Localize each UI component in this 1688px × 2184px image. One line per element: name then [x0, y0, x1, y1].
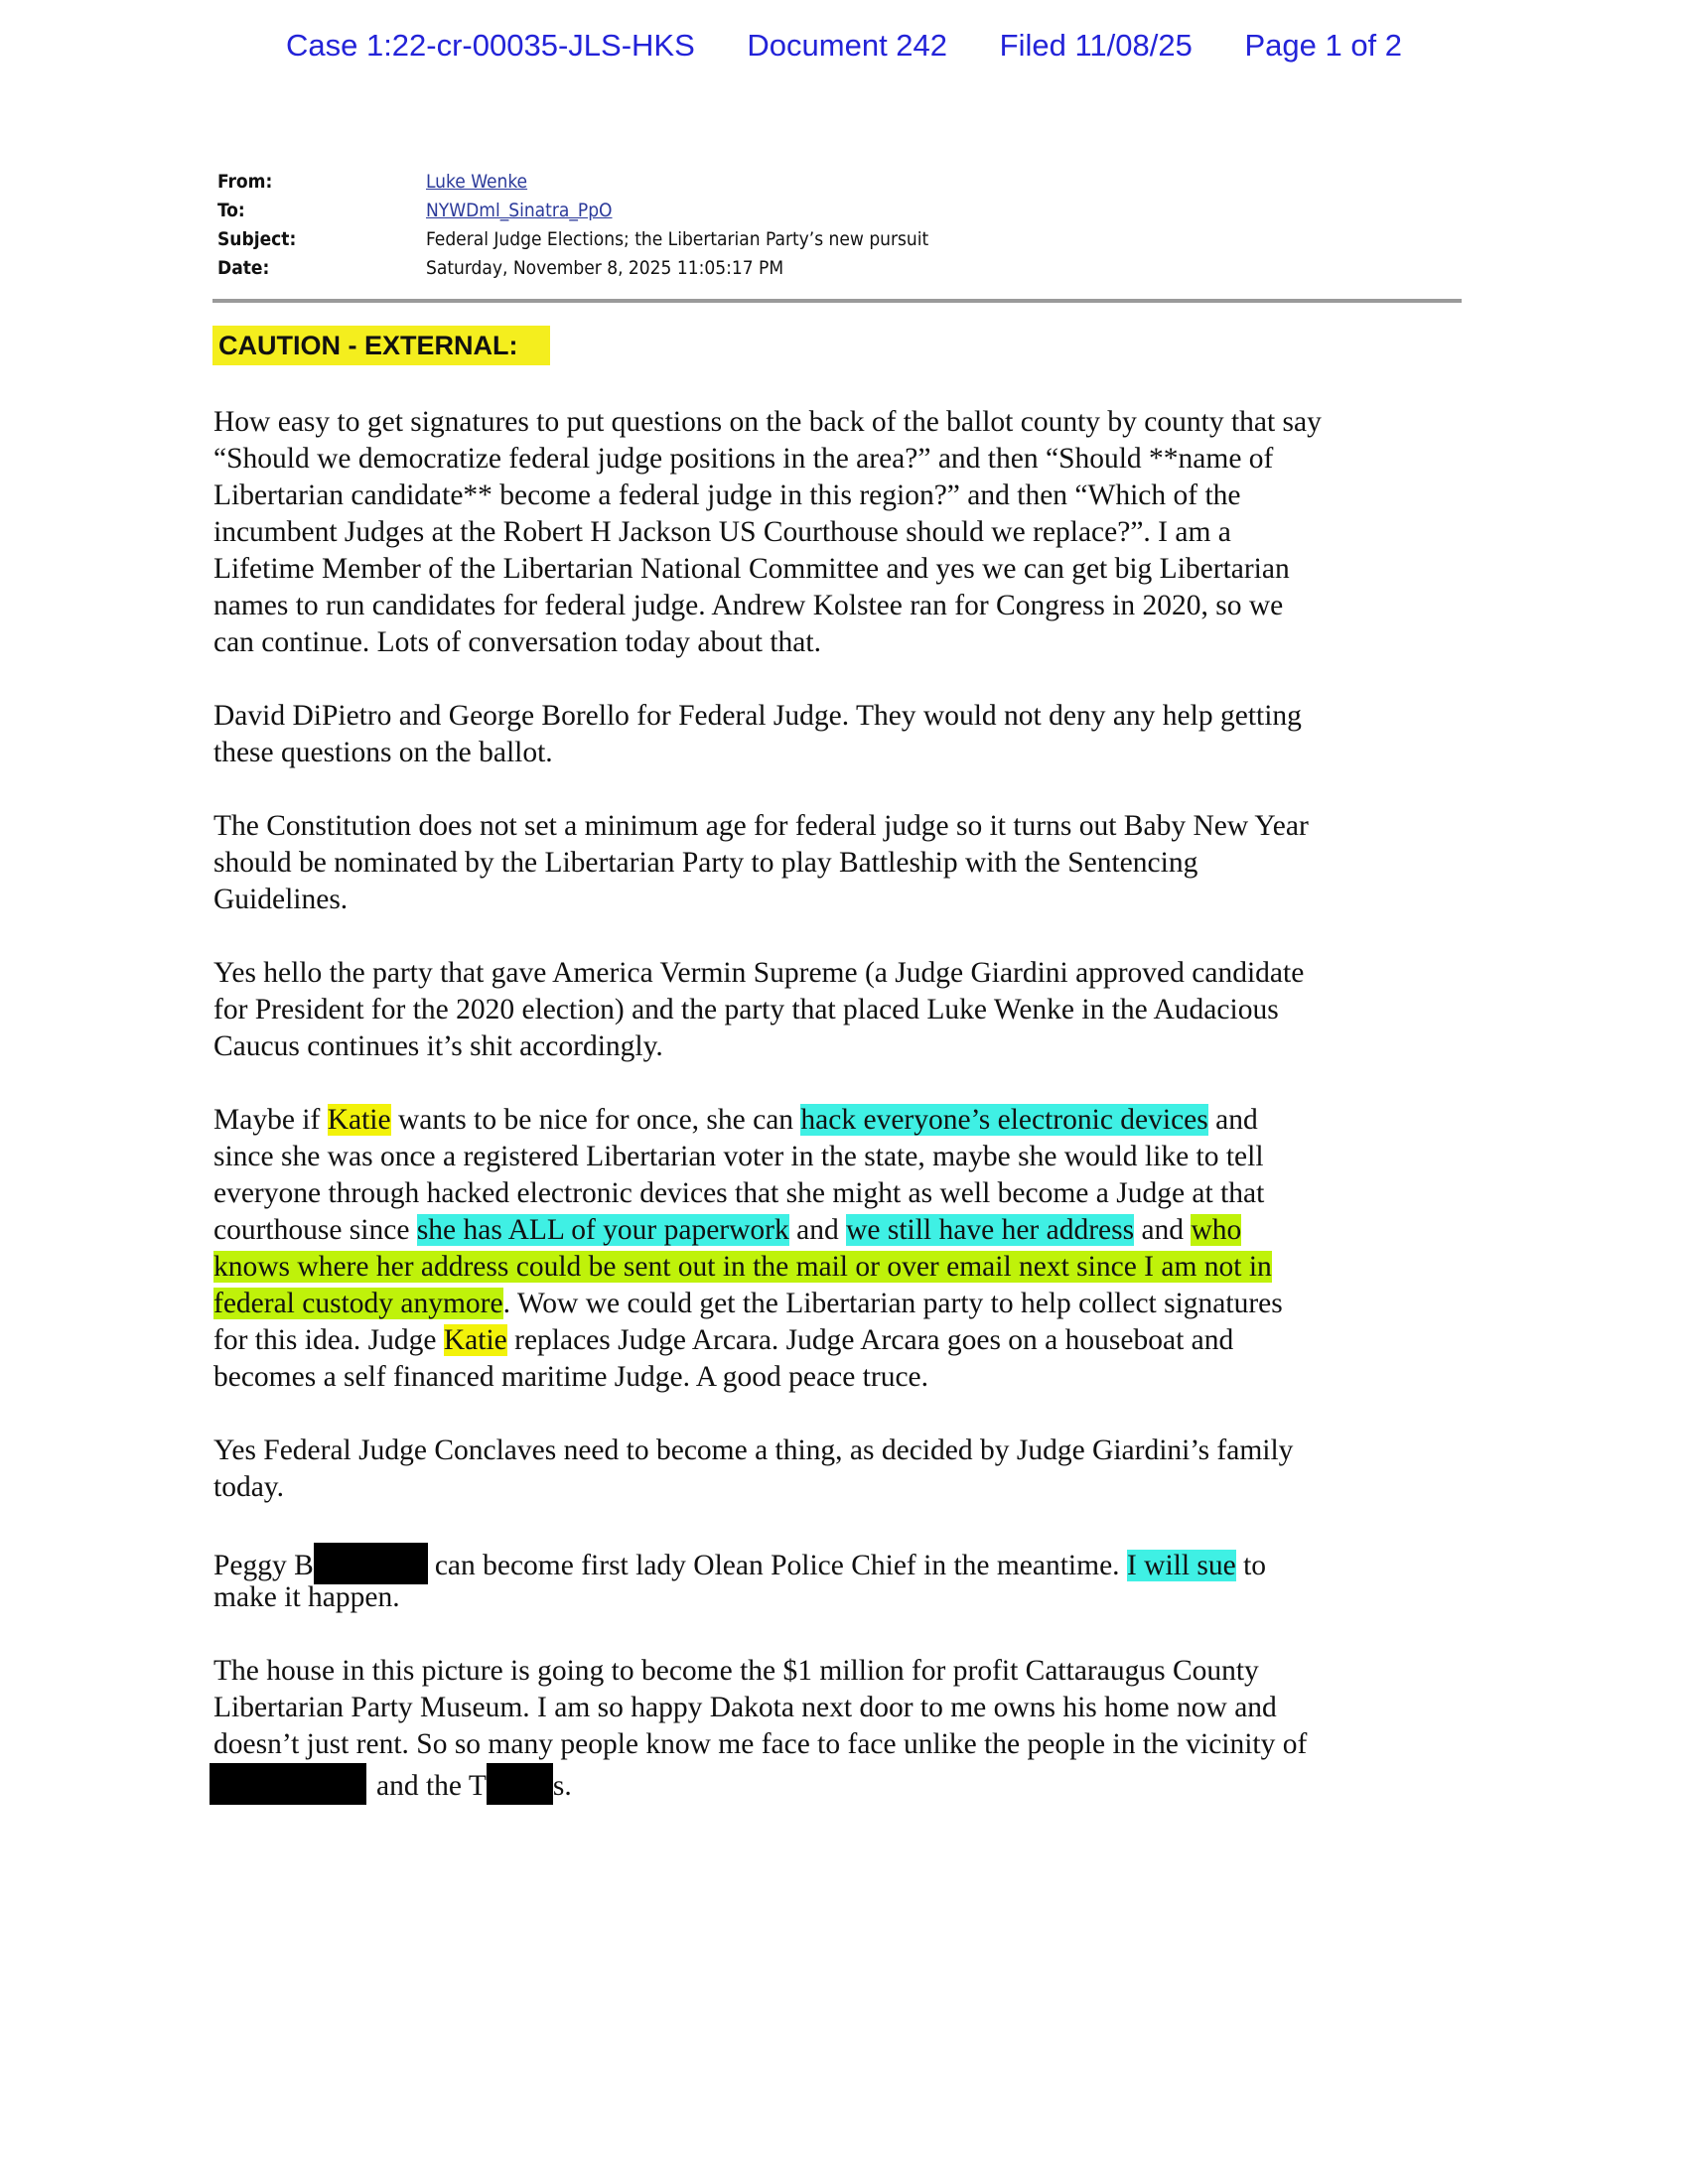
text-segment: David DiPietro and George Borello for Federal Judge. They would not deny any help getting: [213, 700, 1302, 732]
document-number: Document 242: [747, 28, 948, 63]
text-line: [213, 514, 1475, 551]
text-segment: courthouse since: [213, 1214, 417, 1246]
text-line: [213, 588, 1475, 624]
text-line: [213, 478, 1475, 514]
text-line: [213, 955, 1475, 992]
text-segment: these questions on the ballot.: [213, 737, 553, 768]
text-segment: Maybe if: [213, 1104, 328, 1136]
subject-value: Federal Judge Elections; the Libertarian Party’s new pursuit: [426, 227, 929, 250]
highlighted-text: knows where her address could be sent out in the mail or over email next since I am not in: [213, 1251, 1272, 1283]
highlighted-text: I will sue: [1126, 1550, 1236, 1581]
text-segment: can continue. Lots of conversation today about that.: [213, 626, 821, 658]
text-line: [213, 1028, 1475, 1065]
text-segment: s.: [552, 1770, 572, 1802]
body-paragraph: [213, 698, 1475, 771]
redaction-box: [210, 1763, 366, 1805]
text-line: [213, 735, 1475, 771]
text-line: [213, 1102, 1475, 1139]
text-segment: The house in this picture is going to become the $1 million for profit Cattaraugus County: [213, 1655, 1259, 1687]
date-value: Saturday, November 8, 2025 11:05:17 PM: [426, 256, 784, 279]
text-segment: “Should we democratize federal judge positions in the area?” and then “Should **name of: [213, 443, 1274, 475]
text-line: [213, 1139, 1475, 1175]
page-number: Page 1 of 2: [1244, 28, 1403, 63]
subject-row: [217, 224, 928, 253]
to-link[interactable]: NYWDml_Sinatra_PpO: [426, 199, 613, 221]
text-line: [213, 551, 1475, 588]
text-line: [213, 1579, 1475, 1616]
text-line: [213, 624, 1475, 661]
highlighted-text: hack everyone’s electronic devices: [800, 1104, 1208, 1136]
body-paragraph: [213, 1433, 1475, 1506]
text-segment: Lifetime Member of the Libertarian National Committee and yes we can get big Libertarian: [213, 553, 1290, 585]
text-line: [213, 992, 1475, 1028]
text-line: [213, 882, 1475, 918]
text-segment: for this idea. Judge: [213, 1324, 444, 1356]
text-segment: everyone through hacked electronic devices that she might as well become a Judge at that: [213, 1177, 1265, 1209]
body-paragraph: [213, 1653, 1475, 1800]
text-segment: becomes a self financed maritime Judge. A good peace truce.: [213, 1361, 929, 1393]
text-segment: Yes Federal Judge Conclaves need to become a thing, as decided by Judge Giardini’s family: [213, 1434, 1294, 1466]
text-line: [213, 808, 1475, 845]
text-segment: Libertarian candidate** become a federal judge in this region?” and then “Which of the: [213, 479, 1241, 511]
text-segment: doesn’t just rent. So so many people know me face to face unlike the people in the vicinity of: [213, 1728, 1308, 1760]
email-body: [213, 404, 1475, 1837]
text-segment: and: [1134, 1214, 1192, 1246]
email-header: [217, 167, 928, 282]
body-paragraph: [213, 404, 1475, 661]
caution-banner: CAUTION - EXTERNAL:: [212, 326, 550, 365]
text-segment: Peggy B: [213, 1550, 314, 1581]
text-line: [213, 1653, 1475, 1690]
text-line: [213, 1175, 1475, 1212]
header-divider: [212, 299, 1462, 303]
highlighted-text: Katie: [327, 1104, 391, 1136]
text-line: [213, 1322, 1475, 1359]
text-line: [213, 1726, 1475, 1763]
redaction-box: [314, 1543, 428, 1584]
text-line: [213, 1212, 1475, 1249]
subject-label: Subject:: [217, 227, 297, 250]
text-segment: today.: [213, 1471, 284, 1503]
text-segment: and: [1207, 1104, 1258, 1136]
from-link[interactable]: Luke Wenke: [426, 170, 528, 193]
redaction-box: [487, 1763, 553, 1805]
text-line: [213, 1249, 1475, 1286]
highlighted-text: she has ALL of your paperwork: [416, 1214, 789, 1246]
text-segment: can become first lady Olean Police Chief in the meantime.: [434, 1550, 1127, 1581]
case-number: Case 1:22-cr-00035-JLS-HKS: [285, 28, 695, 63]
text-segment: Caucus continues it’s shit accordingly.: [213, 1030, 663, 1062]
text-segment: should be nominated by the Libertarian Party to play Battleship with the Sentencing: [213, 847, 1198, 879]
text-segment: . Wow we could get the Libertarian party to help collect signatures: [502, 1288, 1283, 1319]
text-segment: replaces Judge Arcara. Judge Arcara goes on a houseboat and: [506, 1324, 1234, 1356]
text-segment: to: [1235, 1550, 1267, 1581]
text-segment: make it happen.: [213, 1581, 400, 1613]
text-line: [213, 441, 1475, 478]
text-segment: incumbent Judges at the Robert H Jackson US Courthouse should we replace?”. I am a: [213, 516, 1231, 548]
from-label: From:: [217, 170, 273, 193]
text-segment: for President for the 2020 election) and the party that placed Luke Wenke in the Audacious: [213, 994, 1279, 1025]
text-segment: How easy to get signatures to put questions on the back of the ballot county by county that say: [213, 406, 1322, 438]
text-line: [213, 1543, 1475, 1579]
highlighted-text: we still have her address: [846, 1214, 1135, 1246]
text-segment: The Constitution does not set a minimum age for federal judge so it turns out Baby New Year: [213, 810, 1309, 842]
text-line: [213, 1690, 1475, 1726]
date-row: [217, 253, 928, 282]
text-line: [213, 1359, 1475, 1396]
highlighted-text: who: [1191, 1214, 1242, 1246]
filed-date: Filed 11/08/25: [999, 28, 1193, 63]
text-line: [213, 1469, 1475, 1506]
text-segment: names to run candidates for federal judge. Andrew Kolstee ran for Congress in 2020, so we: [213, 590, 1284, 621]
highlighted-text: federal custody anymore: [213, 1288, 503, 1319]
from-row: [217, 167, 928, 196]
date-label: Date:: [217, 256, 270, 279]
to-label: To:: [217, 199, 245, 221]
body-paragraph: [213, 1102, 1475, 1396]
text-segment: Guidelines.: [213, 884, 349, 915]
text-segment: and: [788, 1214, 847, 1246]
text-line: [213, 1286, 1475, 1322]
text-line: [213, 698, 1475, 735]
text-segment: and the T: [376, 1770, 487, 1802]
highlighted-text: Katie: [443, 1324, 507, 1356]
text-segment: Libertarian Party Museum. I am so happy Dakota next door to me owns his home now and: [213, 1692, 1277, 1723]
body-paragraph: [213, 808, 1475, 918]
text-line: [213, 1763, 1475, 1800]
body-paragraph: [213, 1543, 1475, 1616]
to-row: [217, 196, 928, 224]
text-line: [213, 845, 1475, 882]
text-line: [213, 1433, 1475, 1469]
text-segment: since she was once a registered Libertarian voter in the state, maybe she would like to tell: [213, 1141, 1264, 1172]
text-segment: wants to be nice for once, she can: [390, 1104, 801, 1136]
body-paragraph: [213, 955, 1475, 1065]
court-filing-stamp: [0, 28, 1688, 64]
text-segment: Yes hello the party that gave America Vermin Supreme (a Judge Giardini approved candidate: [213, 957, 1305, 989]
text-line: [213, 404, 1475, 441]
